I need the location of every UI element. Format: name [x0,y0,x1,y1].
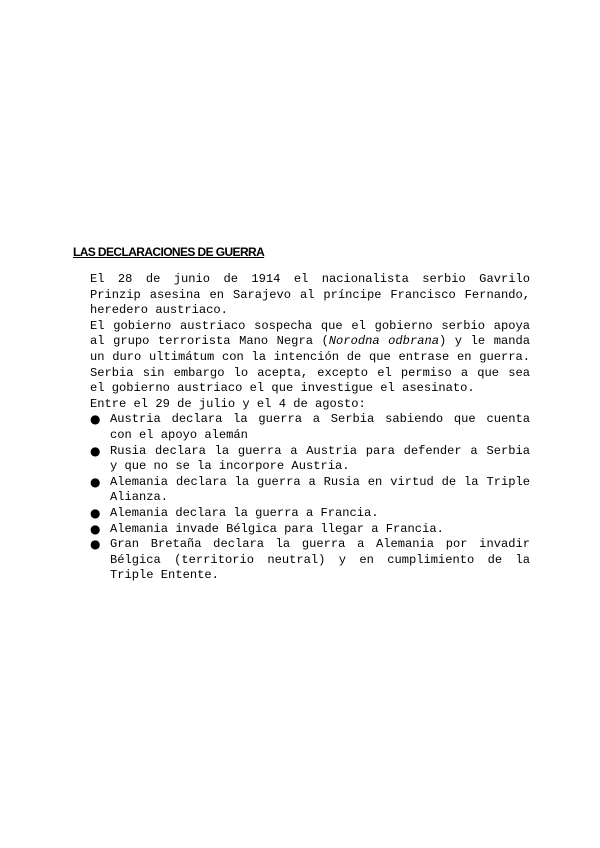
paragraph-ultimatum-italic: Norodna odbrana [328,334,439,349]
paragraph-ultimatum-end: ) y le manda un duro ultimátum con la intención de que entrase en guerra. Serbia sin embargo lo acepta, excepto el permiso a que sea el gobierno austriaco el que investigue el asesinato. [90,334,530,396]
list-item [90,506,530,522]
bullet-icon: ● [90,521,101,536]
declarations-list [90,412,530,584]
list-item-text: Austria declara la guerra a Serbia sabiendo que cuenta con el apoyo alemán [110,412,530,442]
list-item-text: Alemania invade Bélgica para llegar a Francia. [110,521,444,536]
list-item [90,522,530,538]
list-item-text: Rusia declara la guerra a Austria para defender a Serbia y que no se la incorpore Austria. [110,443,530,474]
bullet-icon: ● [90,412,101,427]
list-item-text: Alemania declara la guerra a Rusia en virtud de la Triple Alianza. [110,474,530,505]
list-item [90,475,530,506]
list-item [90,537,530,584]
paragraph-assassination: El 28 de junio de 1914 el nacionalista serbio Gavrilo Prinzip asesina en Sarajevo al príncipe Francisco Fernando, heredero austriaco. [90,272,530,318]
list-item-text: Alemania declara la guerra a Francia. [110,505,379,520]
bullet-icon: ● [90,505,101,520]
paragraph-ultimatum-start: El gobierno austriaco sospecha que el gobierno serbio apoya al grupo terrorista Mano Negra ( [90,318,530,349]
bullet-icon: ● [90,537,101,552]
bullet-icon: ● [90,474,101,489]
document-title: LAS DECLARACIONES DE GUERRA [73,245,265,259]
list-item [90,444,530,475]
paragraph-ultimatum [90,319,530,397]
list-item [90,412,530,443]
bullet-icon: ● [90,443,101,458]
list-item-text: Gran Bretaña declara la guerra a Alemania por invadir Bélgica (territorio neutral) y en cumplimiento de la Triple Entente. [110,537,530,583]
document-body [90,272,530,584]
paragraph-date-range: Entre el 29 de julio y el 4 de agosto: [90,396,366,411]
